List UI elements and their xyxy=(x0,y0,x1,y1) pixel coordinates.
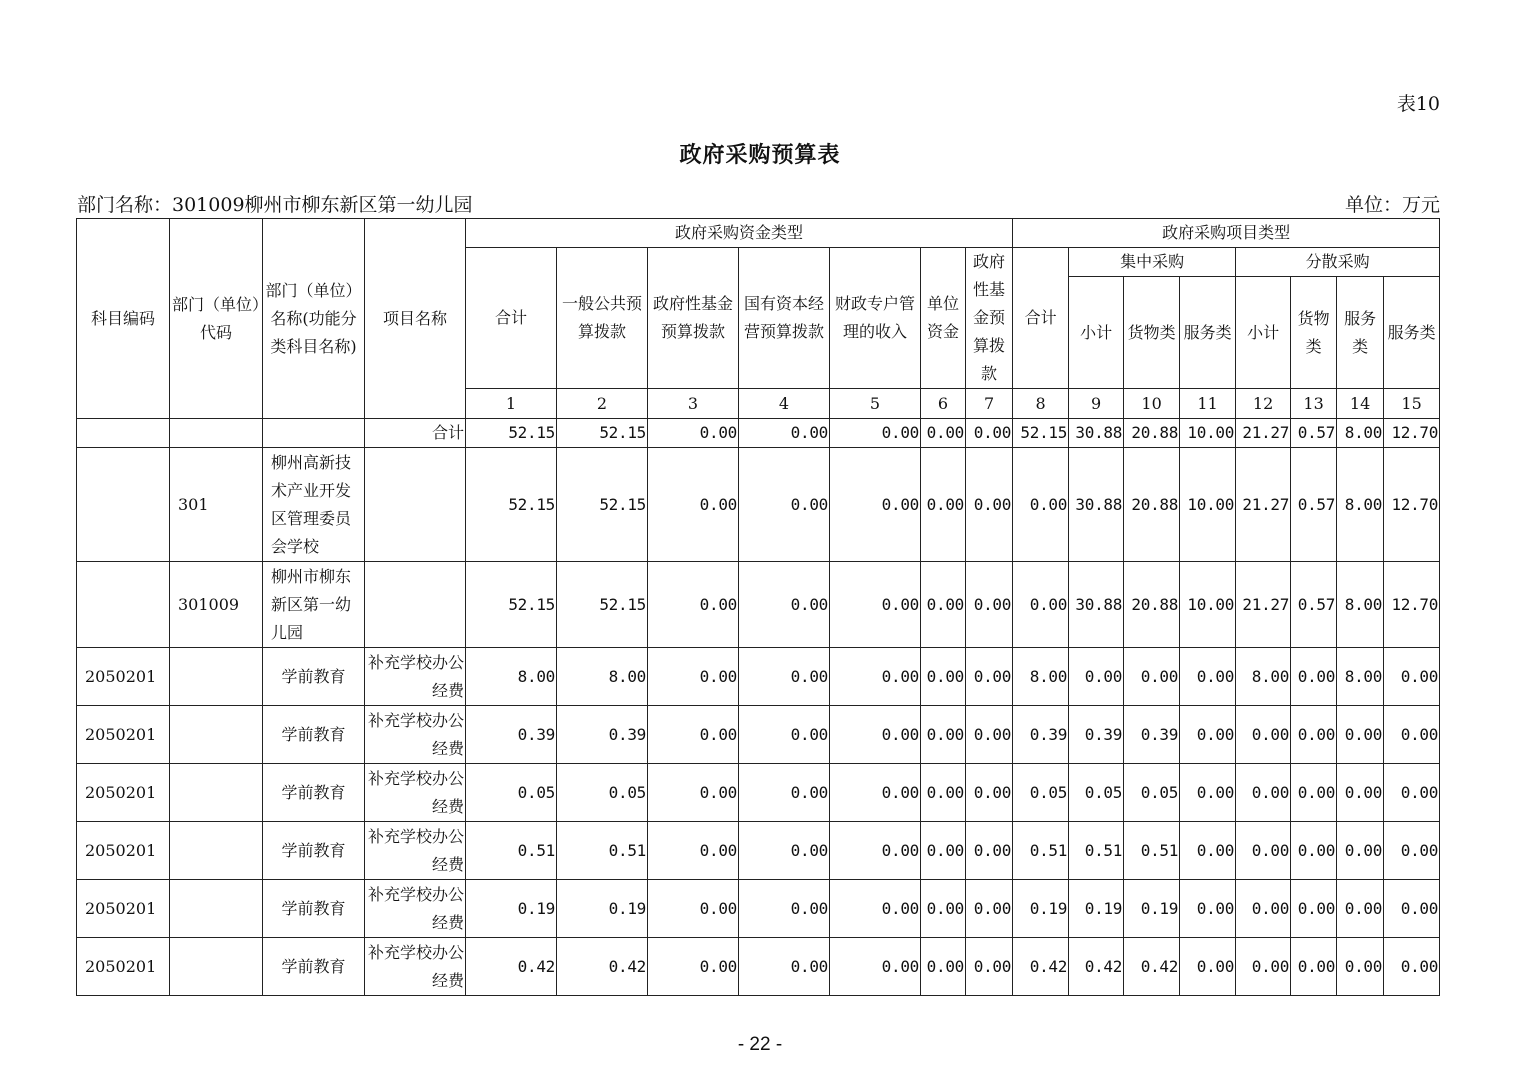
header-special-account: 财政专户管理的收入 xyxy=(830,248,921,389)
row-value: 0.42 xyxy=(1124,938,1180,996)
row-value: 0.19 xyxy=(557,880,648,938)
total-value: 0.00 xyxy=(966,419,1013,448)
row-value: 10.00 xyxy=(1180,448,1236,562)
row-dept-name: 学前教育 xyxy=(263,938,365,996)
row-value: 0.51 xyxy=(1124,822,1180,880)
row-value: 20.88 xyxy=(1124,448,1180,562)
row-value: 0.00 xyxy=(1180,648,1236,706)
row-value: 0.51 xyxy=(1069,822,1124,880)
header-c-subtotal: 小计 xyxy=(1069,277,1124,389)
row-dept-name: 学前教育 xyxy=(263,648,365,706)
column-number: 4 xyxy=(739,389,830,419)
column-number: 2 xyxy=(557,389,648,419)
total-value: 52.15 xyxy=(466,419,557,448)
row-value: 0.00 xyxy=(1180,822,1236,880)
row-value: 0.19 xyxy=(466,880,557,938)
table-row xyxy=(77,648,1440,706)
total-empty-cell xyxy=(263,419,365,448)
row-value: 0.00 xyxy=(739,562,830,648)
row-value: 8.00 xyxy=(466,648,557,706)
row-project-name: 补充学校办公经费 xyxy=(365,764,466,822)
column-number: 9 xyxy=(1069,389,1124,419)
row-value: 52.15 xyxy=(557,448,648,562)
total-empty-cell xyxy=(170,419,263,448)
row-subject-code xyxy=(77,562,170,648)
row-value: 0.00 xyxy=(830,764,921,822)
row-dept-code xyxy=(170,764,263,822)
row-value: 0.39 xyxy=(557,706,648,764)
row-value: 0.00 xyxy=(966,880,1013,938)
total-value: 0.00 xyxy=(921,419,966,448)
row-value: 0.00 xyxy=(921,822,966,880)
row-value: 0.51 xyxy=(1013,822,1069,880)
header-centralized: 集中采购 xyxy=(1069,248,1236,277)
row-value: 0.00 xyxy=(966,938,1013,996)
total-value: 20.88 xyxy=(1124,419,1180,448)
row-value: 0.00 xyxy=(739,938,830,996)
row-value: 52.15 xyxy=(557,562,648,648)
header-dept-code: 部门（单位）代码 xyxy=(170,219,263,419)
row-value: 0.00 xyxy=(1236,938,1291,996)
row-subject-code: 2050201 xyxy=(77,648,170,706)
row-value: 0.00 xyxy=(921,448,966,562)
header-fund-type-group: 政府采购资金类型 xyxy=(466,219,1013,248)
table-row xyxy=(77,562,1440,648)
row-value: 0.00 xyxy=(1236,822,1291,880)
header-d-subtotal: 小计 xyxy=(1236,277,1291,389)
row-value: 0.05 xyxy=(1069,764,1124,822)
row-dept-code xyxy=(170,938,263,996)
row-dept-code: 301009 xyxy=(170,562,263,648)
column-number: 6 xyxy=(921,389,966,419)
row-value: 0.39 xyxy=(1013,706,1069,764)
row-value: 0.00 xyxy=(648,880,739,938)
row-value: 0.00 xyxy=(1337,822,1384,880)
column-number: 8 xyxy=(1013,389,1069,419)
row-value: 52.15 xyxy=(466,562,557,648)
row-value: 0.42 xyxy=(466,938,557,996)
header-d-works: 服务类 xyxy=(1337,277,1384,389)
row-value: 0.00 xyxy=(1180,938,1236,996)
row-value: 0.00 xyxy=(1337,880,1384,938)
total-value: 52.15 xyxy=(1013,419,1069,448)
row-value: 12.70 xyxy=(1384,448,1440,562)
table-row xyxy=(77,938,1440,996)
row-value: 0.39 xyxy=(1069,706,1124,764)
procurement-budget-table xyxy=(76,218,1440,996)
row-value: 0.00 xyxy=(1291,706,1337,764)
row-value: 0.00 xyxy=(966,706,1013,764)
total-value: 0.00 xyxy=(648,419,739,448)
row-value: 0.00 xyxy=(830,562,921,648)
row-value: 0.00 xyxy=(1236,764,1291,822)
row-dept-code xyxy=(170,648,263,706)
header-dept-name: 部门（单位）名称(功能分类科目名称) xyxy=(263,219,365,419)
row-value: 0.00 xyxy=(739,880,830,938)
header-project-total: 合计 xyxy=(1013,248,1069,389)
row-value: 0.39 xyxy=(1124,706,1180,764)
table-row xyxy=(77,764,1440,822)
row-value: 8.00 xyxy=(1236,648,1291,706)
row-value: 30.88 xyxy=(1069,448,1124,562)
row-value: 0.00 xyxy=(1236,880,1291,938)
total-value: 0.00 xyxy=(830,419,921,448)
table-row xyxy=(77,880,1440,938)
row-value: 0.42 xyxy=(557,938,648,996)
row-value: 0.00 xyxy=(830,938,921,996)
row-value: 0.00 xyxy=(830,822,921,880)
row-value: 0.00 xyxy=(966,822,1013,880)
row-dept-code xyxy=(170,706,263,764)
row-value: 0.00 xyxy=(1180,880,1236,938)
row-value: 0.00 xyxy=(1384,938,1440,996)
row-value: 0.00 xyxy=(830,706,921,764)
row-value: 0.00 xyxy=(648,448,739,562)
row-dept-code xyxy=(170,822,263,880)
row-value: 0.00 xyxy=(1180,764,1236,822)
header-d-goods: 货物类 xyxy=(1291,277,1337,389)
total-value: 30.88 xyxy=(1069,419,1124,448)
total-value: 12.70 xyxy=(1384,419,1440,448)
column-number: 13 xyxy=(1291,389,1337,419)
row-value: 0.57 xyxy=(1291,562,1337,648)
row-value: 0.00 xyxy=(648,648,739,706)
row-value: 0.00 xyxy=(1337,764,1384,822)
total-label: 合计 xyxy=(365,419,466,448)
row-value: 0.00 xyxy=(1013,562,1069,648)
total-value: 10.00 xyxy=(1180,419,1236,448)
row-dept-code xyxy=(170,880,263,938)
row-dept-name: 学前教育 xyxy=(263,822,365,880)
column-number: 12 xyxy=(1236,389,1291,419)
row-value: 0.00 xyxy=(921,938,966,996)
row-value: 0.00 xyxy=(1384,706,1440,764)
row-project-name: 补充学校办公经费 xyxy=(365,648,466,706)
row-value: 0.00 xyxy=(966,448,1013,562)
row-value: 0.00 xyxy=(921,880,966,938)
column-number: 14 xyxy=(1337,389,1384,419)
column-number: 10 xyxy=(1124,389,1180,419)
total-value: 0.57 xyxy=(1291,419,1337,448)
header-general-budget: 一般公共预算拨款 xyxy=(557,248,648,389)
row-value: 0.42 xyxy=(1013,938,1069,996)
row-value: 0.51 xyxy=(466,822,557,880)
row-value: 0.05 xyxy=(1124,764,1180,822)
total-value: 21.27 xyxy=(1236,419,1291,448)
header-unit-fund: 单位资金 xyxy=(921,248,966,389)
row-value: 0.00 xyxy=(739,764,830,822)
column-number: 15 xyxy=(1384,389,1440,419)
page-number: - 22 - xyxy=(737,1034,783,1055)
row-dept-name: 柳州市柳东新区第一幼儿园 xyxy=(263,562,365,648)
row-value: 0.00 xyxy=(1291,880,1337,938)
row-value: 8.00 xyxy=(557,648,648,706)
row-value: 0.00 xyxy=(1291,938,1337,996)
column-number: 5 xyxy=(830,389,921,419)
row-value: 0.00 xyxy=(1236,706,1291,764)
row-project-name xyxy=(365,562,466,648)
row-value: 0.00 xyxy=(739,648,830,706)
row-value: 52.15 xyxy=(466,448,557,562)
row-dept-name: 学前教育 xyxy=(263,880,365,938)
header-d-services: 服务类 xyxy=(1384,277,1440,389)
row-value: 0.00 xyxy=(830,880,921,938)
header-c-services: 服务类 xyxy=(1180,277,1236,389)
column-number: 7 xyxy=(966,389,1013,419)
page-title: 政府采购预算表 xyxy=(679,142,841,168)
row-value: 30.88 xyxy=(1069,562,1124,648)
row-value: 21.27 xyxy=(1236,448,1291,562)
row-value: 0.00 xyxy=(1384,822,1440,880)
total-value: 0.00 xyxy=(739,419,830,448)
row-value: 8.00 xyxy=(1337,648,1384,706)
header-project-type-group: 政府采购项目类型 xyxy=(1013,219,1440,248)
row-value: 0.00 xyxy=(648,764,739,822)
row-value: 0.00 xyxy=(830,648,921,706)
row-value: 10.00 xyxy=(1180,562,1236,648)
row-value: 0.00 xyxy=(966,764,1013,822)
row-value: 0.00 xyxy=(921,706,966,764)
row-value: 0.19 xyxy=(1124,880,1180,938)
row-project-name xyxy=(365,448,466,562)
header-c-goods: 货物类 xyxy=(1124,277,1180,389)
row-value: 0.00 xyxy=(1384,880,1440,938)
row-value: 0.00 xyxy=(648,562,739,648)
header-gov-fund: 政府性基金预算拨款 xyxy=(648,248,739,389)
row-value: 0.00 xyxy=(921,764,966,822)
row-subject-code: 2050201 xyxy=(77,706,170,764)
row-value: 0.19 xyxy=(1069,880,1124,938)
header-state-capital: 国有资本经营预算拨款 xyxy=(739,248,830,389)
row-subject-code: 2050201 xyxy=(77,764,170,822)
header-subject-code: 科目编码 xyxy=(77,219,170,419)
total-value: 8.00 xyxy=(1337,419,1384,448)
row-value: 20.88 xyxy=(1124,562,1180,648)
row-value: 0.00 xyxy=(739,706,830,764)
row-value: 0.00 xyxy=(739,822,830,880)
row-value: 8.00 xyxy=(1013,648,1069,706)
row-project-name: 补充学校办公经费 xyxy=(365,938,466,996)
row-project-name: 补充学校办公经费 xyxy=(365,822,466,880)
header-gov-fund-2: 政府性基金预算拨款 xyxy=(966,248,1013,389)
table-row xyxy=(77,448,1440,562)
department-label: 部门名称：301009柳州市柳东新区第一幼儿园 xyxy=(77,194,473,216)
row-value: 0.00 xyxy=(830,448,921,562)
header-decentralized: 分散采购 xyxy=(1236,248,1440,277)
row-value: 0.00 xyxy=(1291,822,1337,880)
row-value: 0.00 xyxy=(1291,648,1337,706)
row-dept-code: 301 xyxy=(170,448,263,562)
row-value: 0.00 xyxy=(966,562,1013,648)
row-value: 0.00 xyxy=(921,562,966,648)
table-number: 表10 xyxy=(1396,93,1440,115)
row-value: 8.00 xyxy=(1337,448,1384,562)
row-value: 0.00 xyxy=(1069,648,1124,706)
row-value: 0.00 xyxy=(1124,648,1180,706)
table-row xyxy=(77,822,1440,880)
row-subject-code: 2050201 xyxy=(77,822,170,880)
row-value: 0.00 xyxy=(739,448,830,562)
row-value: 0.05 xyxy=(557,764,648,822)
row-value: 8.00 xyxy=(1337,562,1384,648)
row-value: 0.00 xyxy=(1180,706,1236,764)
row-value: 0.57 xyxy=(1291,448,1337,562)
row-value: 0.00 xyxy=(1291,764,1337,822)
row-dept-name: 学前教育 xyxy=(263,706,365,764)
row-value: 0.00 xyxy=(1337,938,1384,996)
row-value: 0.05 xyxy=(466,764,557,822)
row-value: 0.00 xyxy=(648,822,739,880)
row-value: 0.00 xyxy=(648,706,739,764)
row-value: 0.00 xyxy=(1013,448,1069,562)
unit-label: 单位：万元 xyxy=(1344,194,1440,216)
total-empty-cell xyxy=(77,419,170,448)
row-dept-name: 学前教育 xyxy=(263,764,365,822)
row-value: 0.51 xyxy=(557,822,648,880)
row-subject-code: 2050201 xyxy=(77,938,170,996)
column-number: 1 xyxy=(466,389,557,419)
row-value: 0.39 xyxy=(466,706,557,764)
row-project-name: 补充学校办公经费 xyxy=(365,880,466,938)
row-value: 0.19 xyxy=(1013,880,1069,938)
row-value: 12.70 xyxy=(1384,562,1440,648)
row-subject-code xyxy=(77,448,170,562)
column-number: 3 xyxy=(648,389,739,419)
row-value: 0.00 xyxy=(1384,764,1440,822)
row-subject-code: 2050201 xyxy=(77,880,170,938)
row-value: 0.42 xyxy=(1069,938,1124,996)
row-project-name: 补充学校办公经费 xyxy=(365,706,466,764)
row-value: 0.00 xyxy=(1337,706,1384,764)
table-row xyxy=(77,706,1440,764)
row-value: 0.00 xyxy=(966,648,1013,706)
row-value: 21.27 xyxy=(1236,562,1291,648)
total-value: 52.15 xyxy=(557,419,648,448)
header-project-name: 项目名称 xyxy=(365,219,466,419)
row-value: 0.05 xyxy=(1013,764,1069,822)
header-fund-total: 合计 xyxy=(466,248,557,389)
row-dept-name: 柳州高新技术产业开发区管理委员会学校 xyxy=(263,448,365,562)
row-value: 0.00 xyxy=(921,648,966,706)
row-value: 0.00 xyxy=(648,938,739,996)
row-value: 0.00 xyxy=(1384,648,1440,706)
column-number: 11 xyxy=(1180,389,1236,419)
